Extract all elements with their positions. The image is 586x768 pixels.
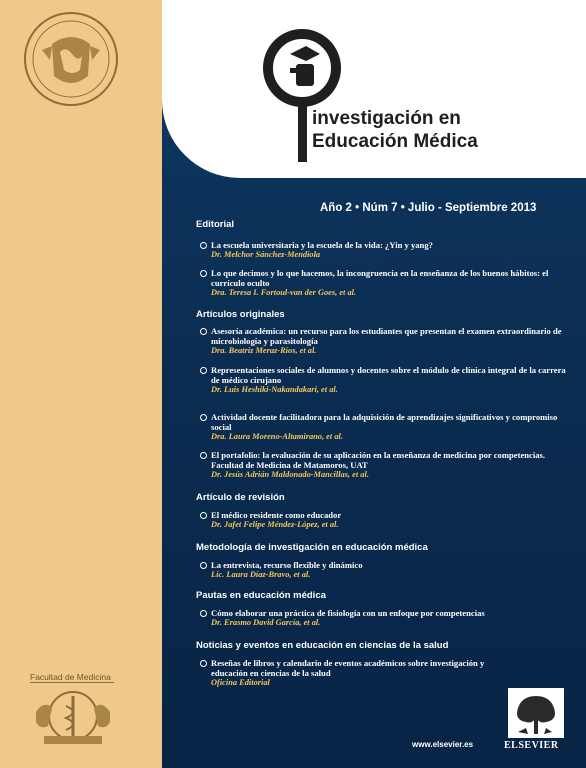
article-author: Lic. Laura Díaz-Bravo, et al. (211, 570, 311, 579)
bullet-icon (200, 270, 207, 277)
elsevier-tree-icon (508, 688, 564, 738)
article-title: El portafolio: la evaluación de su aplicación en la enseñanza de medicina por competencias. Facultad de Medicina de Matamoros, UAT (211, 450, 546, 470)
journal-title-line2: Educación Médica (312, 131, 478, 152)
publisher-website[interactable]: www.elsevier.es (412, 740, 474, 749)
article-item[interactable] (200, 412, 570, 442)
article-item[interactable] (200, 560, 570, 580)
article-title: Lo que decimos y lo que hacemos, la incongruencia en la enseñanza de los buenos hábitos: el currículo oculto (211, 268, 549, 288)
bullet-icon (200, 242, 207, 249)
section-title-guidelines: Pautas en educación médica (196, 590, 326, 601)
bullet-icon (200, 610, 207, 617)
article-item[interactable] (200, 608, 570, 628)
article-author: Dra. Laura Moreno-Altamirano, et al. (211, 432, 343, 441)
section-title-methodology: Metodología de investigación en educación médica (196, 542, 428, 553)
article-title: Asesoría académica: un recurso para los estudiantes que presentan el examen extraordinario de microbiología y parasitología (211, 326, 562, 346)
faculty-seal-icon (30, 686, 116, 748)
article-author: Dr. Jesús Adrián Maldonado-Mancillas, et al. (211, 470, 369, 479)
article-item[interactable] (200, 365, 570, 395)
article-item[interactable] (200, 450, 570, 480)
article-author: Dr. Luis Heshiki-Nakandakari, et al. (211, 385, 338, 394)
issue-info: Año 2 • Núm 7 • Julio - Septiembre 2013 (320, 202, 537, 214)
bullet-icon (200, 452, 207, 459)
article-title: La escuela universitaria y la escuela de la vida: ¿Yin y yang? (211, 240, 433, 250)
article-item[interactable] (200, 326, 570, 356)
article-title: Cómo elaborar una práctica de fisiología con un enfoque por competencias (211, 608, 485, 618)
article-author: Dr. Jafet Felipe Méndez-López, et al. (211, 520, 339, 529)
section-title-review-article: Artículo de revisión (196, 492, 285, 503)
article-title: El médico residente como educador (211, 510, 342, 520)
article-author: Dra. Beatriz Meraz-Ríos, et al. (211, 346, 317, 355)
article-author: Dr. Erasmo David García, et al. (211, 618, 321, 627)
article-item[interactable] (200, 658, 570, 688)
faculty-label: Facultad de Medicina (30, 672, 111, 682)
bullet-icon (200, 367, 207, 374)
publisher-name: ELSEVIER (504, 740, 559, 751)
bullet-icon (200, 562, 207, 569)
article-item[interactable] (200, 268, 570, 298)
article-author: Oficina Editorial (211, 678, 270, 687)
article-title: Reseñas de libros y calendario de eventos académicos sobre investigación y educación en ciencias de la salud (211, 658, 485, 678)
article-item[interactable] (200, 510, 570, 530)
bullet-icon (200, 414, 207, 421)
article-title: Actividad docente facilitadora para la adquisición de aprendizajes significativos y compromiso social (211, 412, 558, 432)
bullet-icon (200, 328, 207, 335)
section-title-news: Noticias y eventos en educación en ciencias de la salud (196, 640, 449, 651)
article-item[interactable] (200, 240, 570, 260)
section-title-editorial: Editorial (196, 219, 235, 230)
unam-seal-icon (22, 10, 120, 108)
bullet-icon (200, 512, 207, 519)
journal-title-line1: investigación en (312, 108, 461, 129)
article-author: Dra. Teresa I. Fortoul-van der Goes, et al. (211, 288, 357, 297)
article-author: Dr. Melchor Sánchez-Mendiola (211, 250, 321, 259)
article-title: Representaciones sociales de alumnos y docentes sobre el módulo de clínica integral de la carrera de médico cirujano (211, 365, 566, 385)
article-title: La entrevista, recurso flexible y dinámico (211, 560, 363, 570)
bullet-icon (200, 660, 207, 667)
left-panel (0, 0, 162, 768)
section-title-original-articles: Artículos originales (196, 309, 285, 320)
faculty-divider (30, 682, 114, 683)
